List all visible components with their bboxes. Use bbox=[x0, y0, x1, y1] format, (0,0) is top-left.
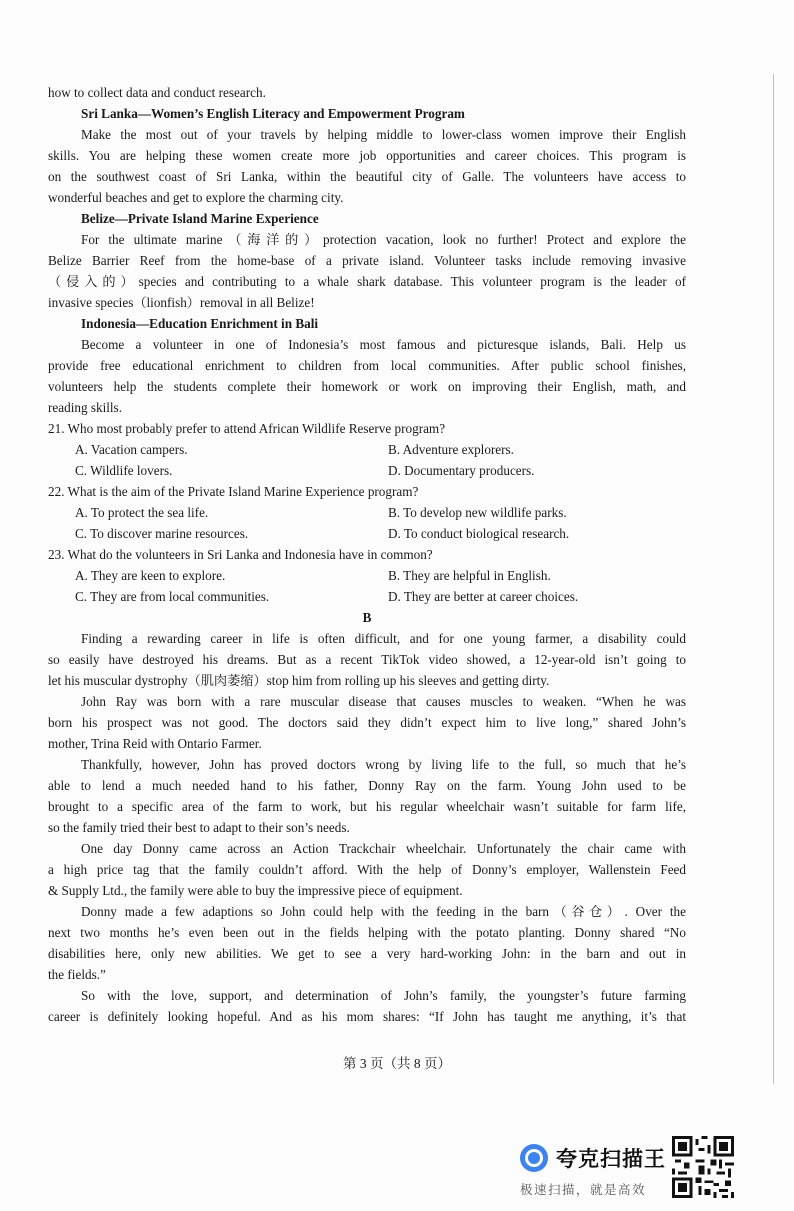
option-d: D. To conduct biological research. bbox=[388, 526, 570, 541]
text-line: disabilities here, only new abilities. We get to see a very hard-working John: in the barn and out in bbox=[48, 946, 686, 961]
text-line: so easily have destroyed his dreams. But as a recent TikTok video showed, a 12-year-old isn’t going to bbox=[48, 652, 686, 667]
option-d: D. Documentary producers. bbox=[388, 463, 535, 478]
text-line: career is definitely looking hopeful. And as his mom shares: “If John has taught me anything, it’s that bbox=[48, 1009, 686, 1024]
option-a: A. To protect the sea life. bbox=[75, 505, 209, 520]
watermark-brand-name: 夸克扫描王 bbox=[556, 1147, 666, 1171]
text-line: Become a volunteer in one of Indonesia’s most famous and picturesque islands, Bali. Help us bbox=[81, 337, 686, 352]
options-row bbox=[48, 439, 686, 460]
text-line: born his prospect was not good. The doctors said they didn’t expect him to live long,” shared John’s bbox=[48, 715, 686, 730]
question-23: 23. What do the volunteers in Sri Lanka and Indonesia have in common? bbox=[48, 547, 433, 562]
text-line: & Supply Ltd., the family were able to buy the impressive piece of equipment. bbox=[48, 883, 463, 898]
option-d: D. They are better at career choices. bbox=[388, 589, 579, 604]
scanner-watermark bbox=[520, 1138, 670, 1198]
options-row bbox=[48, 460, 686, 481]
text-line: brought to a specific area of the farm to work, but his regular wheelchair wasn’t suitable for farm life, bbox=[48, 799, 686, 814]
text-line: able to lend a much needed hand to his father, Donny Ray on the farm. Young John used to be bbox=[48, 778, 686, 793]
text-line: so the family tried their best to adapt to their son’s needs. bbox=[48, 820, 350, 835]
page-number: 第 3 页（共 8 页） bbox=[343, 1056, 451, 1071]
text-line: Make the most out of your travels by helping middle to lower-class women improve their English bbox=[81, 127, 686, 142]
text-line: reading skills. bbox=[48, 400, 122, 415]
question-22: 22. What is the aim of the Private Island Marine Experience program? bbox=[48, 484, 419, 499]
text-line: （侵入的）species and contributing to a whale shark database. This volunteer program is the leader of bbox=[48, 274, 686, 289]
options-row bbox=[48, 586, 686, 607]
quark-logo-icon bbox=[520, 1144, 548, 1172]
text-line: let his muscular dystrophy（肌肉萎缩）stop him from rolling up his sleeves and getting dirty. bbox=[48, 673, 550, 688]
option-b: B. They are helpful in English. bbox=[388, 568, 551, 583]
text-line: skills. You are helping these women create more job opportunities and career choices. This program is bbox=[48, 148, 686, 163]
options-row bbox=[48, 565, 686, 586]
option-c: C. To discover marine resources. bbox=[75, 526, 249, 541]
text-line: So with the love, support, and determination of John’s family, the youngster’s future farming bbox=[81, 988, 686, 1003]
option-a: A. Vacation campers. bbox=[75, 442, 188, 457]
text-line: next two months he’s even been out in the fields helping with the potato planting. Donny shared “No bbox=[48, 925, 686, 940]
qr-code-icon bbox=[672, 1136, 734, 1198]
question-21: 21. Who most probably prefer to attend African Wildlife Reserve program? bbox=[48, 421, 446, 436]
passage-b-heading: B bbox=[362, 610, 372, 625]
section-heading-sri-lanka: Sri Lanka—Women’s English Literacy and Empowerment Program bbox=[81, 106, 465, 121]
text-line: Thankfully, however, John has proved doctors wrong by living life to the full, so much that he’s bbox=[81, 757, 686, 772]
text-line: Finding a rewarding career in life is often difficult, and for one young farmer, a disability could bbox=[81, 631, 686, 646]
option-c: C. Wildlife lovers. bbox=[75, 463, 173, 478]
watermark-slogan: 极速扫描，就是高效 bbox=[520, 1182, 647, 1197]
text-line: Belize Barrier Reef from the home-base of a private island. Volunteer tasks include removing invasive bbox=[48, 253, 686, 268]
text-line: For the ultimate marine（海洋的）protection vacation, look no further! Protect and explore the bbox=[81, 232, 686, 247]
text-line: how to collect data and conduct research. bbox=[48, 85, 266, 100]
text-line: wonderful beaches and get to explore the charming city. bbox=[48, 190, 344, 205]
options-row bbox=[48, 523, 686, 544]
watermark-brand-row bbox=[520, 1138, 670, 1178]
text-line: mother, Trina Reid with Ontario Farmer. bbox=[48, 736, 262, 751]
text-line: Donny made a few adaptions so John could help with the feeding in the barn（谷仓）. Over the bbox=[81, 904, 686, 919]
section-heading-belize: Belize—Private Island Marine Experience bbox=[81, 211, 319, 226]
reading-content bbox=[48, 82, 686, 1027]
text-line: John Ray was born with a rare muscular disease that causes muscles to weaken. “When he was bbox=[81, 694, 686, 709]
text-line: on the southwest coast of Sri Lanka, within the beautiful city of Galle. The volunteers have access to bbox=[48, 169, 686, 184]
text-line: the fields.” bbox=[48, 967, 106, 982]
text-line: One day Donny came across an Action Trackchair wheelchair. Unfortunately the chair came with bbox=[81, 841, 686, 856]
option-b: B. Adventure explorers. bbox=[388, 442, 514, 457]
page-fold-line bbox=[773, 74, 774, 1084]
option-b: B. To develop new wildlife parks. bbox=[388, 505, 567, 520]
text-line: invasive species（lionfish）removal in all Belize! bbox=[48, 295, 315, 310]
options-row bbox=[48, 502, 686, 523]
text-line: volunteers help the students complete their homework or work on improving their English, math, and bbox=[48, 379, 686, 394]
text-line: provide free educational enrichment to children from local communities. After public school finishes, bbox=[48, 358, 686, 373]
option-c: C. They are from local communities. bbox=[75, 589, 270, 604]
text-line: a high price tag that the family couldn’t afford. With the help of Donny’s employer, Wallenstein Feed bbox=[48, 862, 686, 877]
option-a: A. They are keen to explore. bbox=[75, 568, 226, 583]
section-heading-indonesia: Indonesia—Education Enrichment in Bali bbox=[81, 316, 319, 331]
